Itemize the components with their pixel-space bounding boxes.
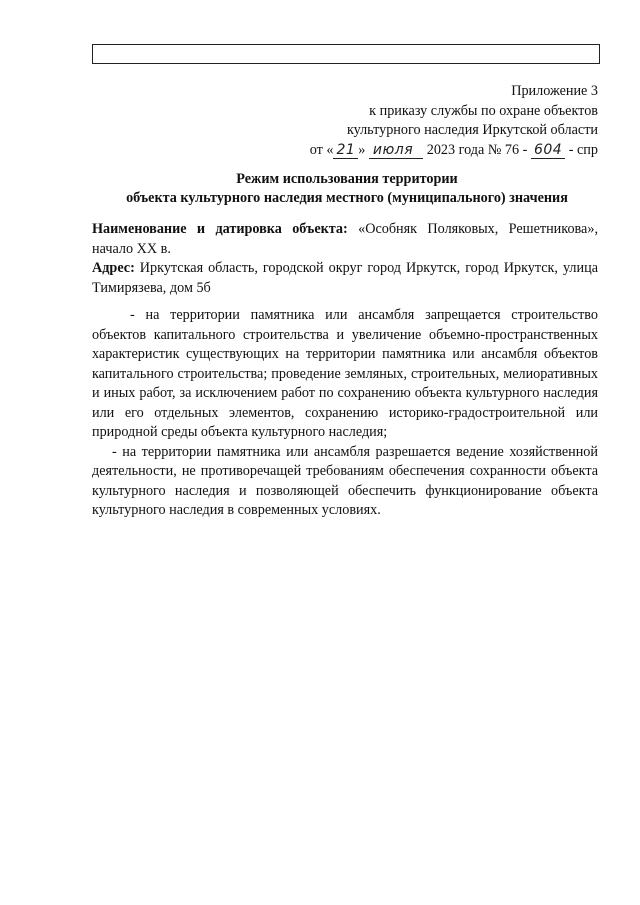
appendix-order-line: к приказу службы по охране объектов: [369, 102, 598, 119]
object-name-value: «Особняк Поляковых, Решетникова», начало XX в.: [92, 221, 598, 257]
object-name: [92, 220, 598, 259]
date-year: 2023 года № 76 -: [423, 141, 531, 158]
order-suffix: - спр: [565, 141, 598, 158]
handwritten-day: 21: [333, 143, 358, 159]
handwritten-month: июля: [369, 143, 423, 159]
object-address-label: Адрес:: [92, 260, 135, 276]
handwritten-order-number: 604: [531, 143, 565, 159]
rule-permitted: - на территории памятника или ансамбля разрешается ведение хозяйственной деятельности, не противоречащей требованиям обеспечения сохранности объекта культурного наследия и позволяющей обеспечить функционирование объекта культурного наследия в современных условиях.: [92, 443, 598, 518]
appendix-number: Приложение 3: [511, 83, 598, 99]
header-stamp-box: [92, 44, 600, 64]
appendix-block: [310, 82, 598, 160]
object-info: [92, 220, 598, 298]
usage-rules: [92, 306, 598, 521]
title-line-1: Режим использования территории: [236, 171, 458, 187]
date-mid: »: [358, 141, 369, 158]
object-address: [92, 259, 598, 298]
object-name-label: Наименование и датировка объекта:: [92, 221, 348, 237]
document-title: [92, 170, 602, 208]
title-line-2: объекта культурного наследия местного (муниципального) значения: [126, 190, 568, 206]
object-address-value: Иркутская область, городской округ город Иркутск, город Иркутск, улица Тимирязева, дом 5б: [92, 260, 598, 296]
date-prefix: от «: [309, 141, 334, 158]
appendix-date-line: [310, 141, 598, 161]
rule-prohibited: - на территории памятника или ансамбля запрещается строительство объектов капитального строительства и увеличение объемно-пространственных характеристик существующих на территории памятника или ансамбля объектов капитального строительства; проведение земляных, строительных, мелиоративных и иных работ, за исключением работ по сохранению объекта культурного наследия или его отдельных элементов, сохранению историко-градостроительной или природной среды объекта культурного наследия;: [92, 307, 598, 440]
appendix-authority-line: культурного наследия Иркутской области: [346, 122, 598, 138]
